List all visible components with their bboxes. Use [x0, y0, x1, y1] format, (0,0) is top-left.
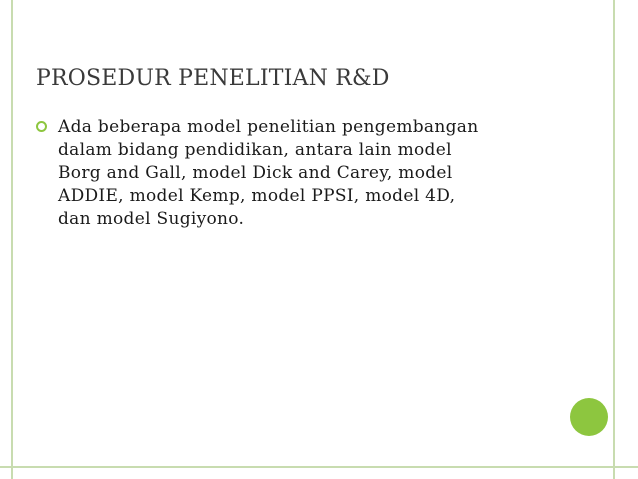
frame-line-bottom — [0, 466, 638, 468]
bullet-line: dan model Sugiyono. — [58, 209, 245, 229]
hollow-circle-bullet-icon — [36, 121, 47, 132]
slide-title: PROSEDUR PENELITIAN R&D — [36, 66, 390, 91]
bullet-line: dalam bidang pendidikan, antara lain model — [58, 140, 452, 160]
bullet-paragraph — [58, 116, 528, 231]
bullet-line: ADDIE, model Kemp, model PPSI, model 4D, — [58, 186, 456, 206]
frame-line-left — [11, 0, 13, 479]
green-circle-icon — [570, 398, 608, 436]
bullet-line: Borg and Gall, model Dick and Carey, model — [58, 163, 453, 183]
frame-line-right — [613, 0, 615, 479]
bullet-line: Ada beberapa model penelitian pengembangan — [58, 117, 479, 137]
